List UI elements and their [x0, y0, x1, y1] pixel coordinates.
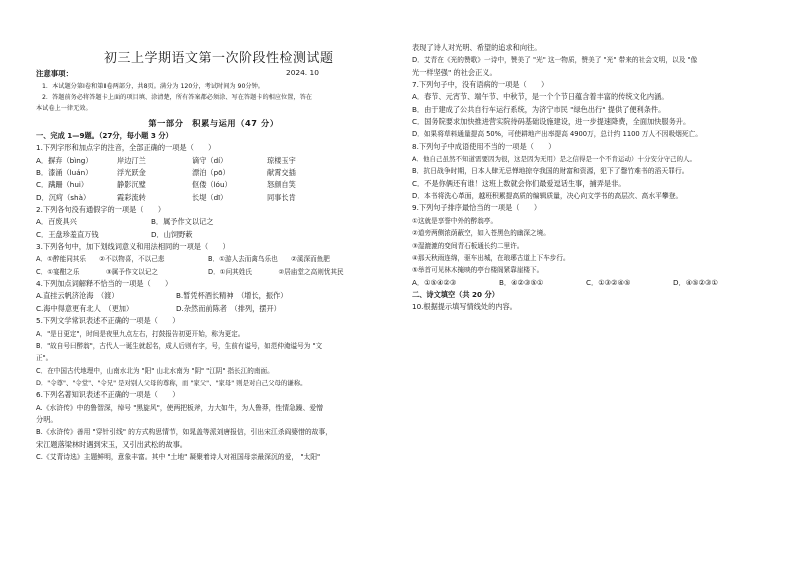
notice-2: 2．答题前务必将答题卡上面的项目填、涂清楚，所有答案都必须涂、写在答题卡的相应位置，答在	[42, 94, 312, 101]
q8-stem: 8.下列句子中成语使用不当的一项是（ ）	[412, 141, 556, 151]
q5-line-5: D．"令尊"、"令堂"、"令兄" 是对别人父母的尊称，而 "家父"、"家母" 则是对自己父母的谦称。	[36, 378, 307, 387]
q6-line-4: 宋江题落梁林时遇到宋玉，又引出武松的故事。	[36, 439, 187, 449]
q2-option-d: D．山饲野蔌	[151, 229, 193, 239]
q5-line-3: 正"。	[36, 354, 53, 363]
q4-option-b: B.暂凭杯酒长精神 （增长，振作）	[176, 291, 288, 301]
q2-option-a: A．百废具兴	[36, 217, 77, 227]
q2-stem: 2.下列各句没有通假字的一项是（ ）	[36, 205, 166, 215]
q9-item-4: ④那天秋雨连绵，驱车出城，在琅琊古道上下车步行。	[412, 253, 570, 262]
q1-c-1: C．蹒跚（hui）	[36, 180, 89, 190]
q1-d-2: 霞彩流转	[117, 192, 146, 202]
q6-stem: 6.下列名著知识表述不正确的一项是（ ）	[36, 390, 180, 400]
q6-cont-2: D．艾青在《光的赞歌》一诗中，赞美了 "光" 这一物质，赞美了 "光" 带来的社会文明，以及 "像	[412, 56, 698, 65]
q7-option-d: D．如果将草料通量提高 50%，可使耕地产出率提高 4900万，总计约 1100 万人不因吸烟死亡。	[412, 130, 702, 139]
q1-stem: 1.下列字形和加点字的注音，全部正确的一项是（ ）	[36, 143, 216, 153]
q2-row-2	[36, 229, 391, 241]
q2-option-c: C．王盘珍羞直万钱	[36, 229, 99, 239]
q1-c-3: 伛偻（lóu）	[192, 180, 232, 190]
q3-option-a: A．①醉能同其乐 ②不以物喜，不以己悲	[36, 255, 165, 264]
q4-option-d: D.杂然而前陈者 （排列，摆开）	[176, 303, 281, 313]
q1-row-a	[36, 155, 391, 167]
q1-b-4: 献霄交插	[267, 168, 296, 178]
q10-stem: 10.根据提示填写情线处的内容。	[412, 302, 517, 312]
q4-row-2	[36, 303, 391, 315]
q1-c-4: 怒颜自笑	[267, 180, 296, 190]
q6-line-2: 分明。	[36, 414, 58, 424]
q9-choices	[412, 277, 768, 289]
q9-choice-a: A．①⑤④②③	[412, 277, 457, 287]
section1-heading: 一、完成 1—9题。（27分，每小题 3 分）	[36, 131, 173, 140]
notice-label: 注意事项：	[36, 69, 73, 78]
q6-line-5: C.《艾青诗选》主题鲜明，意象丰富。其中 "土地" 凝聚着诗人对祖国母亲最深沉的爱， "太阳"	[36, 452, 321, 461]
q8-option-b: B．抗日战争时期，日本人肆无忌惮地掠夺我国的财富和资源，犯下了罄竹难书的滔天罪行。	[412, 167, 689, 176]
q8-option-a: A．他自己虽然不知道需要因为很，这是因为无用）是之信得是一个不肯运动）十分安分守己的人。	[412, 155, 696, 164]
q6-line-1: A.《水浒传》中的鲁智深，绰号 "黑旋风"，使两把板斧，力大如牛，为人鲁莽，性情急躁、爱憎	[36, 403, 323, 412]
q3-option-d: D．①问其姓氏 ②居庙堂之高则忧其民	[208, 267, 344, 276]
part1-heading: 第一部分 积累与运用（47 分）	[148, 118, 279, 128]
exam-date: 2024. 10	[286, 68, 319, 77]
q8-option-d: D．本书将洗心革面，越班积累提高质的编辑质量，决心向文学书的高层次、高水平攀登。	[412, 192, 683, 201]
q5-line-1: A．"是日更定"，时间是夜里九点左右，打鼓报告初更开始，称为更定。	[36, 329, 245, 338]
section2-heading: 二、诗文填空（共 20 分）	[412, 289, 499, 299]
q1-a-1: A．摒弃（bìng）	[36, 155, 93, 165]
q1-a-4: 琼楼玉宇	[267, 155, 296, 165]
q3-stem: 3.下列各句中，加下划线词意义和用法相同的一项是（ ）	[36, 242, 230, 252]
q5-stem: 5.下列文学常识表述不正确的一项是（ ）	[36, 316, 180, 326]
q1-b-1: B．漆涌（luán）	[36, 168, 93, 178]
exam-title: 初三上学期语文第一次阶段性检测试题	[104, 51, 334, 66]
q3-row-2	[36, 266, 391, 278]
q1-d-3: 长堤（dī）	[192, 192, 228, 202]
q5-line-2: B．"故自号曰醉翁"，古代人一诞生就起名，成人后则有字，号，生前有谥号，如范仲淹谥号为 "文	[36, 341, 323, 350]
q6-cont-1: 表现了诗人对光明、希望的追求和向往。	[412, 43, 542, 52]
notice-3: 本试卷上一律无效。	[36, 105, 92, 112]
q1-b-3: 漂泊（pō）	[192, 168, 230, 178]
q4-row-1	[36, 290, 391, 302]
q9-choice-d: D．④⑤②③①	[673, 277, 718, 287]
q7-option-a: A．春节、元宵节、端午节、中秋节，是一个个节日蕴含着丰富的传统文化内涵。	[412, 92, 669, 102]
q9-item-3: ③湿漉漉的变间青石板通长约二里许。	[412, 241, 524, 250]
q1-row-b	[36, 167, 391, 179]
q5-line-4: C．在中国古代地理中，山南水北为 "阳" 山北水南为 "阴" "江阴" 指长江的南面。	[36, 366, 274, 375]
q1-b-2: 浮光跃金	[117, 168, 146, 178]
q9-choice-b: B．④②③⑤①	[499, 277, 544, 287]
q7-option-c: C．国务院要求加快推进营实院待码基础设施建设，进一步提速降费，全面加快服务升。	[412, 117, 691, 127]
q1-d-1: D．沉疴（shà）	[36, 192, 91, 202]
left-column	[36, 81, 391, 463]
q1-a-3: 谪守（dí）	[192, 155, 228, 165]
q6-cont-3: 光一样坚强" 的社会正义。	[412, 67, 497, 77]
right-column	[412, 42, 768, 314]
q4-stem: 4.下列加点词解释不恰当的一项是（ ）	[36, 279, 173, 289]
q4-option-c: C.海中得意更有北人 （更加）	[36, 303, 134, 313]
q7-stem: 7.下列句子中，没有语病的一项是（ ）	[412, 80, 549, 90]
q1-d-4: 同事长肯	[267, 192, 296, 202]
q6-line-3: B.《水浒传》善用 "穿针引线" 的方式构思情节，如晁盖等派刘唐报信，引出宋江杀阎婆惜的故事，	[36, 428, 333, 437]
q1-a-2: 岸边汀兰	[117, 155, 146, 165]
q7-option-b: B．由于建成了公共自行车运行系统，为济宁市民 "绿色出行" 提供了便利条件。	[412, 104, 666, 114]
q9-item-5: ⑤举首可见林木掩映的亭台楼阁紧靠崖楼下。	[412, 266, 544, 275]
q3-row-1	[36, 253, 391, 265]
q8-option-c: C．不是你俩还有谁！这班上数就会你们最爱逗话生事，捕弄是非。	[412, 178, 626, 188]
q9-stem: 9.下列句子排序最恰当的一项是（ ）	[412, 203, 542, 213]
q2-option-b: B．属予作文以记之	[151, 217, 214, 227]
q1-row-c	[36, 179, 391, 191]
q4-option-a: A.直挂云帆济沧海 （渡）	[36, 291, 119, 301]
q1-row-d	[36, 192, 391, 204]
notice-1: 1．本试题分第Ⅰ卷和第Ⅱ卷两部分，共8页。满分为 120分，考试时间为 90分钟。	[42, 83, 264, 90]
q9-item-1: ①这就是享誉中外的醉翁亭。	[412, 216, 498, 225]
q3-option-c: C．①宴酣之乐 ③属予作文以记之	[36, 267, 158, 276]
q9-choice-c: C．①③②④⑤	[586, 277, 631, 287]
q9-item-2: ②道旁两侧浓荫蔽空，如入苍黑色的幽深之境。	[412, 229, 550, 238]
q3-option-b: B．①游人去而禽鸟乐也 ②溪深而鱼肥	[208, 255, 330, 264]
q2-row-1	[36, 216, 391, 228]
q1-c-2: 静影沉璧	[117, 180, 146, 190]
